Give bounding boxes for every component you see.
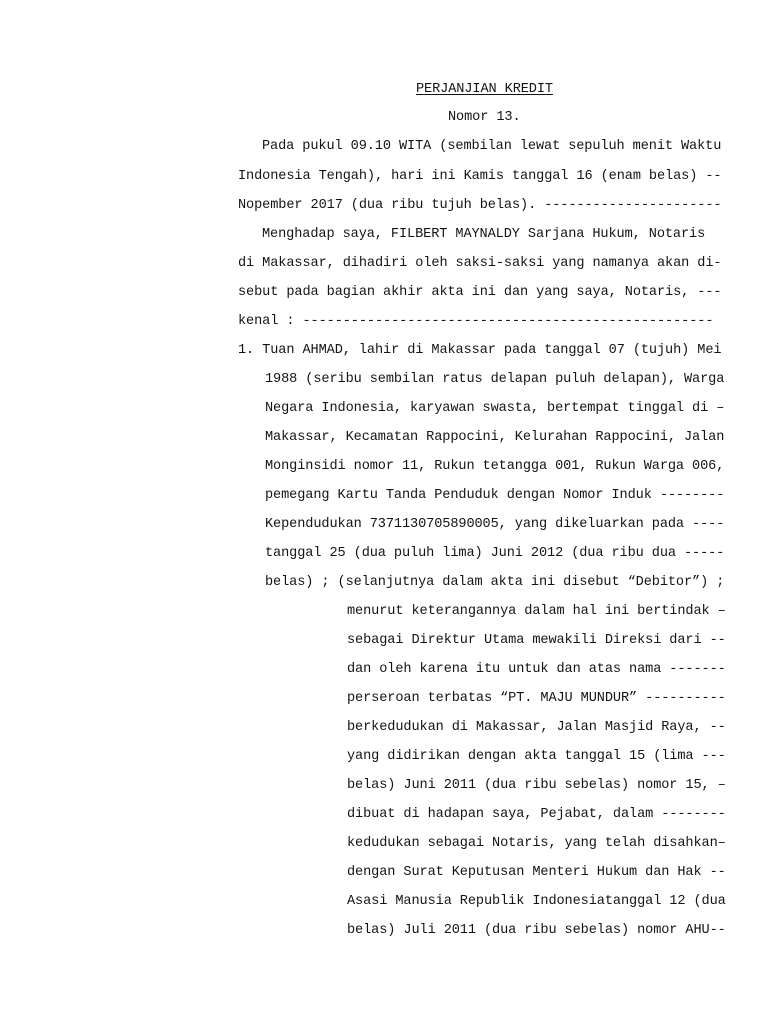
text-line: Negara Indonesia, karyawan swasta, bertempat tinggal di – [265,401,725,416]
document-number: Nomor 13. [448,110,521,125]
text-line: kedudukan sebagai Notaris, yang telah disahkan– [347,836,726,851]
text-line: sebut pada bagian akhir akta ini dan yang saya, Notaris, --- [238,285,722,300]
text-line: dibuat di hadapan saya, Pejabat, dalam -------- [347,807,726,822]
text-line: belas) Juni 2011 (dua ribu sebelas) nomor 15, – [347,778,726,793]
text-line: Indonesia Tengah), hari ini Kamis tanggal 16 (enam belas) -- [238,169,722,184]
text-line: Makassar, Kecamatan Rappocini, Kelurahan Rappocini, Jalan [265,430,725,445]
text-line: 1988 (seribu sembilan ratus delapan puluh delapan), Warga [265,372,725,387]
text-line: belas) Juli 2011 (dua ribu sebelas) nomor AHU-- [347,923,726,938]
text-line: tanggal 25 (dua puluh lima) Juni 2012 (dua ribu dua ----- [265,546,725,561]
text-line: Kependudukan 7371130705890005, yang dikeluarkan pada ---- [265,517,725,532]
text-line: Pada pukul 09.10 WITA (sembilan lewat sepuluh menit Waktu [262,139,722,154]
text-line: di Makassar, dihadiri oleh saksi-saksi yang namanya akan di- [238,256,722,271]
text-line: 1. Tuan AHMAD, lahir di Makassar pada tanggal 07 (tujuh) Mei [238,343,722,358]
text-line: Monginsidi nomor 11, Rukun tetangga 001, Rukun Warga 006, [265,459,725,474]
text-line: sebagai Direktur Utama mewakili Direksi dari -- [347,633,726,648]
text-line: belas) ; (selanjutnya dalam akta ini disebut “Debitor”) ; [265,575,725,590]
text-line: perseroan terbatas “PT. MAJU MUNDUR” ---------- [347,691,726,706]
text-line: kenal : --------------------------------------------------- [238,314,714,329]
text-line: Menghadap saya, FILBERT MAYNALDY Sarjana Hukum, Notaris [262,227,706,242]
text-line: dan oleh karena itu untuk dan atas nama ------- [347,662,726,677]
text-line: Nopember 2017 (dua ribu tujuh belas). ---------------------- [238,198,722,213]
text-line: dengan Surat Keputusan Menteri Hukum dan Hak -- [347,865,726,880]
text-line: Asasi Manusia Republik Indonesiatanggal 12 (dua [347,894,726,909]
text-line: yang didirikan dengan akta tanggal 15 (lima --- [347,749,726,764]
document-title: PERJANJIAN KREDIT [416,82,553,97]
text-line: pemegang Kartu Tanda Penduduk dengan Nomor Induk -------- [265,488,725,503]
text-line: menurut keterangannya dalam hal ini bertindak – [347,604,726,619]
text-line: berkedudukan di Makassar, Jalan Masjid Raya, -- [347,720,726,735]
